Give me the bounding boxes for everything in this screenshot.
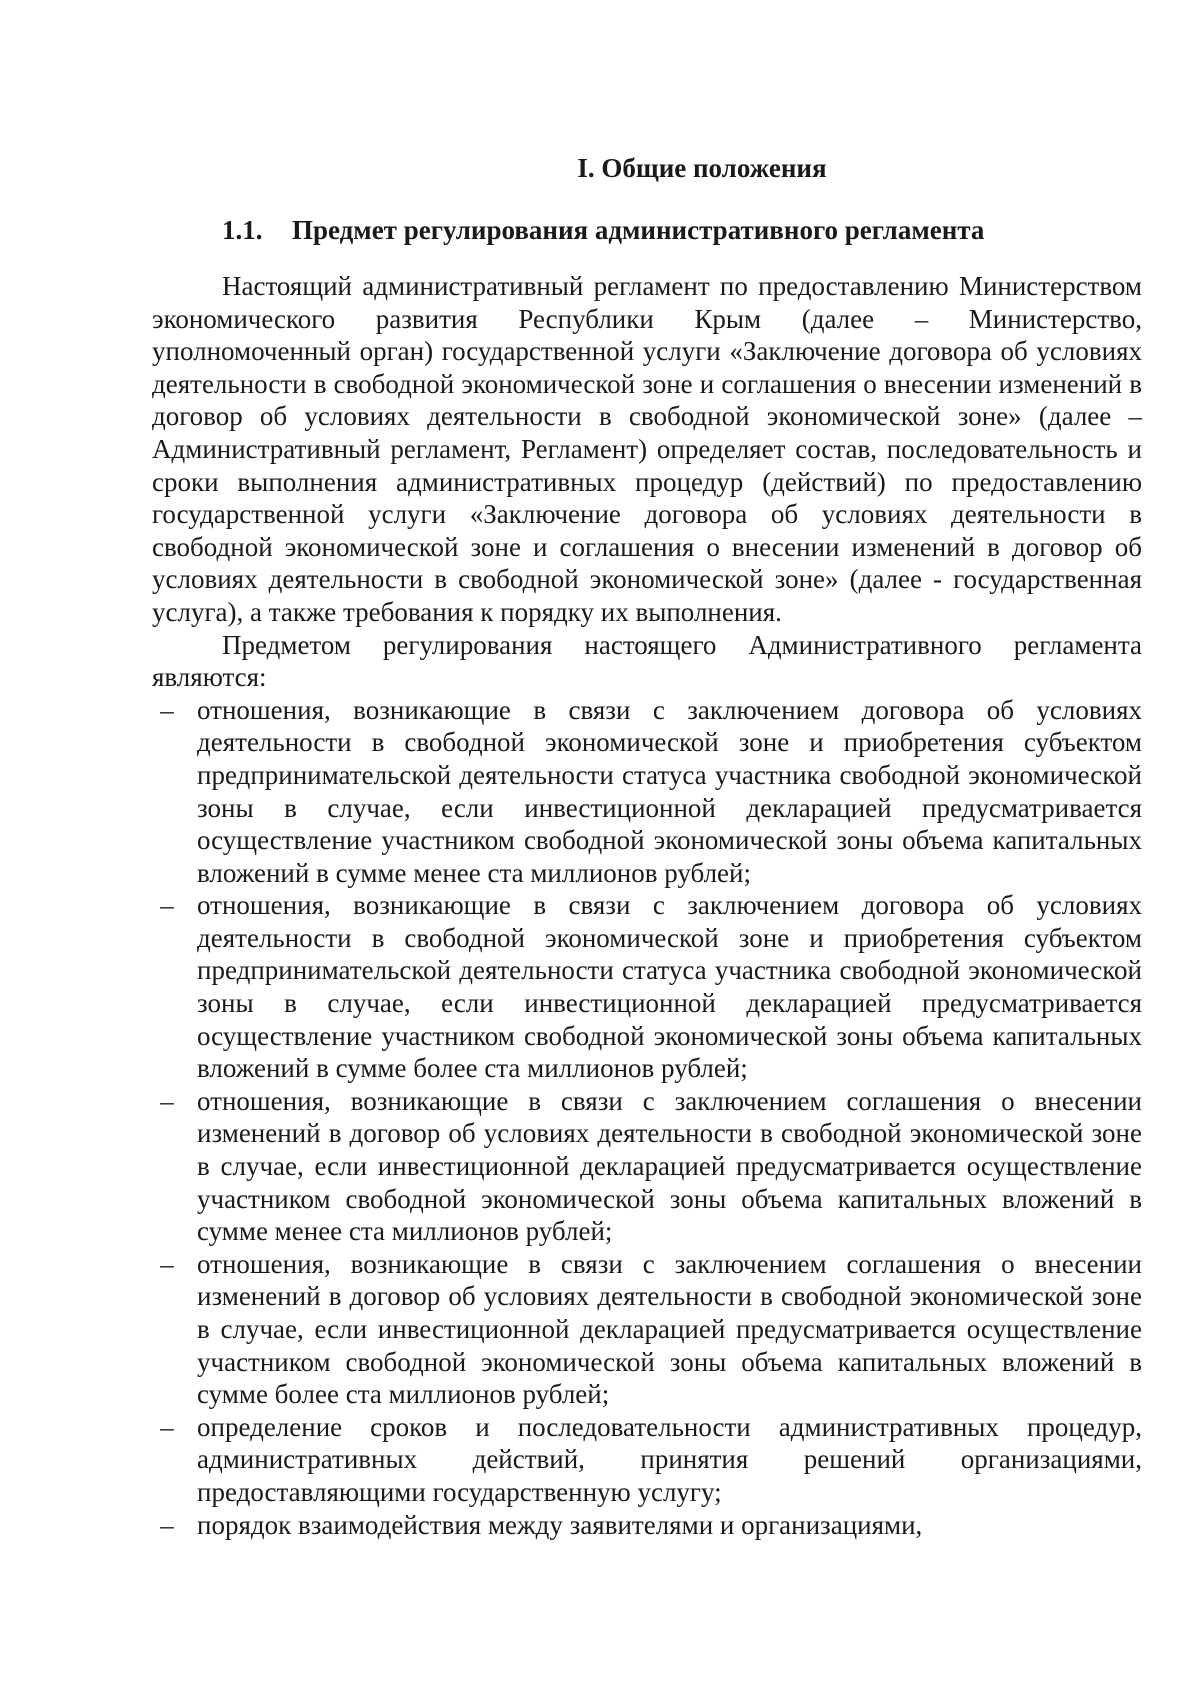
- list-dash: –: [160, 890, 174, 921]
- paragraph-subject: Предметом регулирования настоящего Административного регламента являются:: [152, 629, 1142, 693]
- subsection-title: [222, 212, 1142, 248]
- list-item-text: отношения, возникающие в связи с заключением соглашения о внесении изменений в договор об условиях деятельности в свободной экономической зоне в случае, если инвестиционной декларацией предусматривается осуществление участником свободной экономической зоны объема капитальных вложений в сумме менее ста миллионов рублей;: [197, 1085, 1142, 1247]
- list-item: [160, 694, 1142, 890]
- paragraph-intro: Настоящий административный регламент по предоставлению Министерством экономического развития Республики Крым (далее – Министерство, уполномоченный орган) государственной услуги «Заключение договора об условиях деятельности в свободной экономической зоне и соглашения о внесении изменений в договор об условиях деятельности в свободной экономической зоне» (далее – Административный регламент, Регламент) определяет состав, последовательность и сроки выполнения административных процедур (действий) по предоставлению государственной услуги «Заключение договора об условиях деятельности в свободной экономической зоне и соглашения о внесении изменений в договор об условиях деятельности в свободной экономической зоне» (далее - государственная услуга), а также требования к порядку их выполнения.: [152, 271, 1142, 627]
- regulation-subject-list: [152, 694, 1142, 1541]
- list-dash: –: [160, 1411, 174, 1442]
- list-dash: –: [160, 1085, 174, 1116]
- list-item: [160, 1248, 1142, 1411]
- list-item-text: порядок взаимодействия между заявителями и организациями,: [197, 1509, 923, 1540]
- list-dash: –: [160, 1509, 174, 1540]
- list-item-text: определение сроков и последовательности административных процедур, административных действий, принятия решений организациями, предоставляющими государственную услугу;: [197, 1411, 1142, 1507]
- list-item-text: отношения, возникающие в связи с заключением соглашения о внесении изменений в договор об условиях деятельности в свободной экономической зоне в случае, если инвестиционной декларацией предусматривается осуществление участником свободной экономической зоны объема капитальных вложений в сумме более ста миллионов рублей;: [197, 1248, 1142, 1410]
- subsection-number: 1.1.: [222, 215, 263, 245]
- list-item: [160, 1509, 1142, 1542]
- list-item: [160, 1085, 1142, 1248]
- list-dash: –: [160, 1248, 174, 1279]
- list-item: [160, 889, 1142, 1085]
- section-title: I. Общие положения: [577, 153, 827, 183]
- list-item: [160, 1411, 1142, 1509]
- list-item-text: отношения, возникающие в связи с заключением договора об условиях деятельности в свободной экономической зоне и приобретения субъектом предпринимательской деятельности статуса участника свободной экономической зоны в случае, если инвестиционной декларацией предусматривается осуществление участником свободной экономической зоны объема капитальных вложений в сумме более ста миллионов рублей;: [197, 890, 1142, 1084]
- list-item-text: отношения, возникающие в связи с заключением договора об условиях деятельности в свободной экономической зоне и приобретения субъектом предпринимательской деятельности статуса участника свободной экономической зоны в случае, если инвестиционной декларацией предусматривается осуществление участником свободной экономической зоны объема капитальных вложений в сумме менее ста миллионов рублей;: [197, 694, 1142, 888]
- document-content: [152, 150, 1142, 1541]
- subsection-title-text: Предмет регулирования административного регламента: [292, 215, 985, 245]
- list-dash: –: [160, 694, 174, 725]
